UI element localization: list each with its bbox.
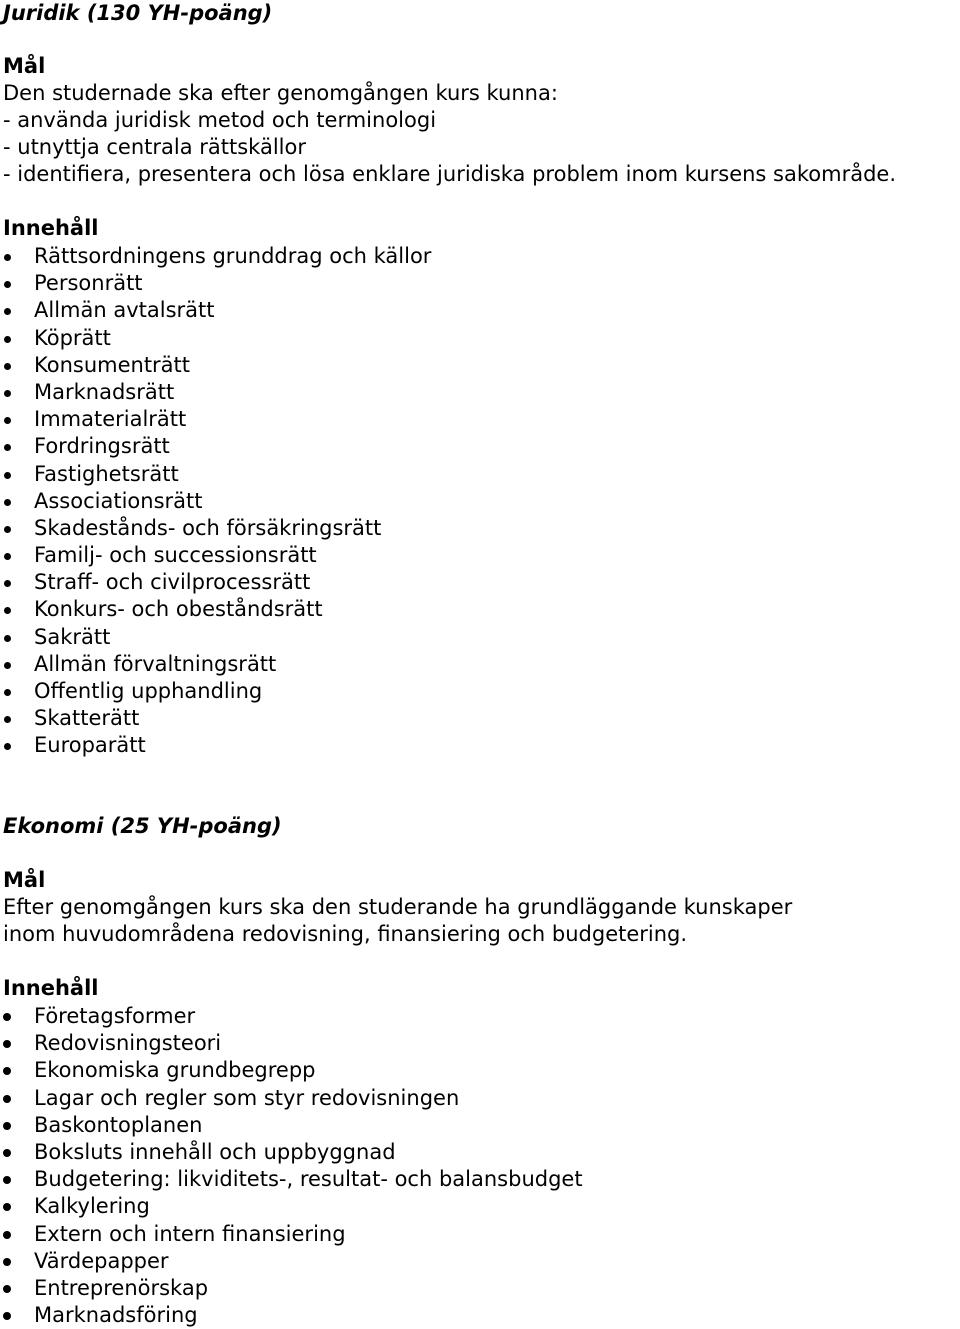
content-heading: Innehåll xyxy=(3,976,99,1000)
list-item xyxy=(0,1248,583,1275)
list-item xyxy=(0,1057,583,1084)
bullet-icon xyxy=(4,336,11,343)
list-item-label: Straff- och civilprocessrätt xyxy=(34,570,311,595)
list-item xyxy=(0,596,431,623)
bullet-icon xyxy=(4,308,11,315)
list-item xyxy=(0,461,431,488)
bullet-icon xyxy=(4,390,11,397)
bullet-icon xyxy=(4,635,11,642)
goal-heading: Mål xyxy=(3,868,46,892)
list-item xyxy=(0,1302,583,1329)
bullet-icon xyxy=(3,1040,11,1048)
bullet-icon xyxy=(4,716,11,723)
section-title-juridik: Juridik (130 YH-poäng) xyxy=(3,1,273,25)
list-item xyxy=(0,678,431,705)
list-item-label: Företagsformer xyxy=(34,1004,196,1028)
list-item-label: Marknadsföring xyxy=(34,1303,198,1328)
list-item xyxy=(0,651,431,678)
list-item-label: Redovisningsteori xyxy=(34,1031,222,1056)
list-item xyxy=(0,542,431,569)
list-item-label: Europarätt xyxy=(34,733,146,758)
bullet-icon xyxy=(3,1312,11,1320)
goal-line: - identifiera, presentera och lösa enklare juridiska problem inom kursens sakområde. xyxy=(3,162,896,186)
list-item xyxy=(0,352,431,379)
list-item xyxy=(0,1112,583,1139)
list-item-label: Extern och intern finansiering xyxy=(34,1221,346,1246)
bullet-icon xyxy=(3,1122,11,1130)
bullet-icon xyxy=(4,254,11,261)
goal-heading: Mål xyxy=(3,54,46,78)
goal-line: Den studernade ska efter genomgången kurs kunna: xyxy=(3,81,558,105)
list-item-label: Konkurs- och obeståndsrätt xyxy=(34,597,323,622)
bullet-icon xyxy=(3,1067,11,1075)
bullet-icon xyxy=(4,363,11,370)
list-item-label: Allmän förvaltningsrätt xyxy=(34,651,277,676)
bullet-icon xyxy=(4,417,11,424)
bullet-icon xyxy=(3,1176,11,1184)
list-item-label: Skadestånds- och försäkringsrätt xyxy=(34,515,382,540)
list-item-label: Fastighetsrätt xyxy=(34,461,179,486)
content-heading: Innehåll xyxy=(3,216,99,240)
content-list xyxy=(0,243,431,760)
goal-line: Efter genomgången kurs ska den studerande ha grundläggande kunskaper xyxy=(3,895,793,919)
list-item-label: Värdepapper xyxy=(34,1248,169,1273)
list-item-label: Lagar och regler som styr redovisningen xyxy=(34,1085,460,1110)
list-item-label: Associationsrätt xyxy=(34,488,203,513)
bullet-icon xyxy=(4,281,11,288)
list-item xyxy=(0,1166,583,1193)
goal-line: inom huvudområdena redovisning, finansiering och budgetering. xyxy=(3,922,688,946)
list-item-label: Baskontoplanen xyxy=(34,1112,203,1137)
list-item-label: Sakrätt xyxy=(34,624,111,649)
list-item-label: Allmän avtalsrätt xyxy=(34,298,215,323)
list-item xyxy=(0,515,431,542)
list-item xyxy=(0,379,431,406)
bullet-icon xyxy=(3,1013,11,1021)
list-item xyxy=(0,406,431,433)
list-item xyxy=(0,1193,583,1220)
list-item xyxy=(0,705,431,732)
list-item xyxy=(0,1221,583,1248)
bullet-icon xyxy=(3,1149,11,1157)
list-item-label: Familj- och successionsrätt xyxy=(34,543,317,568)
list-item xyxy=(0,433,431,460)
bullet-icon xyxy=(4,499,11,506)
list-item-label: Fordringsrätt xyxy=(34,434,170,459)
goal-line: - använda juridisk metod och terminologi xyxy=(3,108,437,132)
list-item-label: Personrätt xyxy=(34,271,143,296)
list-item xyxy=(0,243,431,270)
list-item-label: Ekonomiska grundbegrepp xyxy=(34,1058,316,1083)
list-item xyxy=(0,1275,583,1302)
list-item xyxy=(0,624,431,651)
bullet-icon xyxy=(4,662,11,669)
list-item xyxy=(0,1085,583,1112)
list-item-label: Boksluts innehåll och uppbyggnad xyxy=(34,1139,396,1164)
list-item xyxy=(0,1139,583,1166)
content-list xyxy=(0,1003,583,1329)
bullet-icon xyxy=(4,553,11,560)
list-item xyxy=(0,488,431,515)
list-item-label: Entreprenörskap xyxy=(34,1275,209,1300)
bullet-icon xyxy=(4,689,11,696)
list-item-label: Kalkylering xyxy=(34,1194,150,1219)
list-item-label: Köprätt xyxy=(34,325,111,350)
list-item xyxy=(0,270,431,297)
list-item-label: Marknadsrätt xyxy=(34,379,175,404)
bullet-icon xyxy=(4,743,11,750)
bullet-icon xyxy=(4,526,11,533)
list-item xyxy=(0,325,431,352)
bullet-icon xyxy=(4,607,11,614)
list-item xyxy=(0,297,431,324)
list-item-label: Skatterätt xyxy=(34,706,140,731)
bullet-icon xyxy=(3,1285,11,1293)
list-item-label: Budgetering: likviditets-, resultat- och balansbudget xyxy=(34,1167,583,1192)
list-item-label: Rättsordningens grunddrag och källor xyxy=(34,244,432,268)
list-item xyxy=(0,1003,583,1030)
bullet-icon xyxy=(3,1095,11,1103)
bullet-icon xyxy=(3,1231,11,1239)
bullet-icon xyxy=(3,1258,11,1266)
list-item-label: Immaterialrätt xyxy=(34,407,187,432)
bullet-icon xyxy=(4,472,11,479)
list-item-label: Offentlig upphandling xyxy=(34,679,263,703)
bullet-icon xyxy=(4,444,11,451)
bullet-icon xyxy=(4,580,11,587)
list-item xyxy=(0,569,431,596)
section-title-ekonomi: Ekonomi (25 YH-poäng) xyxy=(3,814,282,838)
bullet-icon xyxy=(3,1203,11,1211)
list-item-label: Konsumenträtt xyxy=(34,352,191,377)
list-item xyxy=(0,1030,583,1057)
goal-line: - utnyttja centrala rättskällor xyxy=(3,135,306,159)
list-item xyxy=(0,732,431,759)
